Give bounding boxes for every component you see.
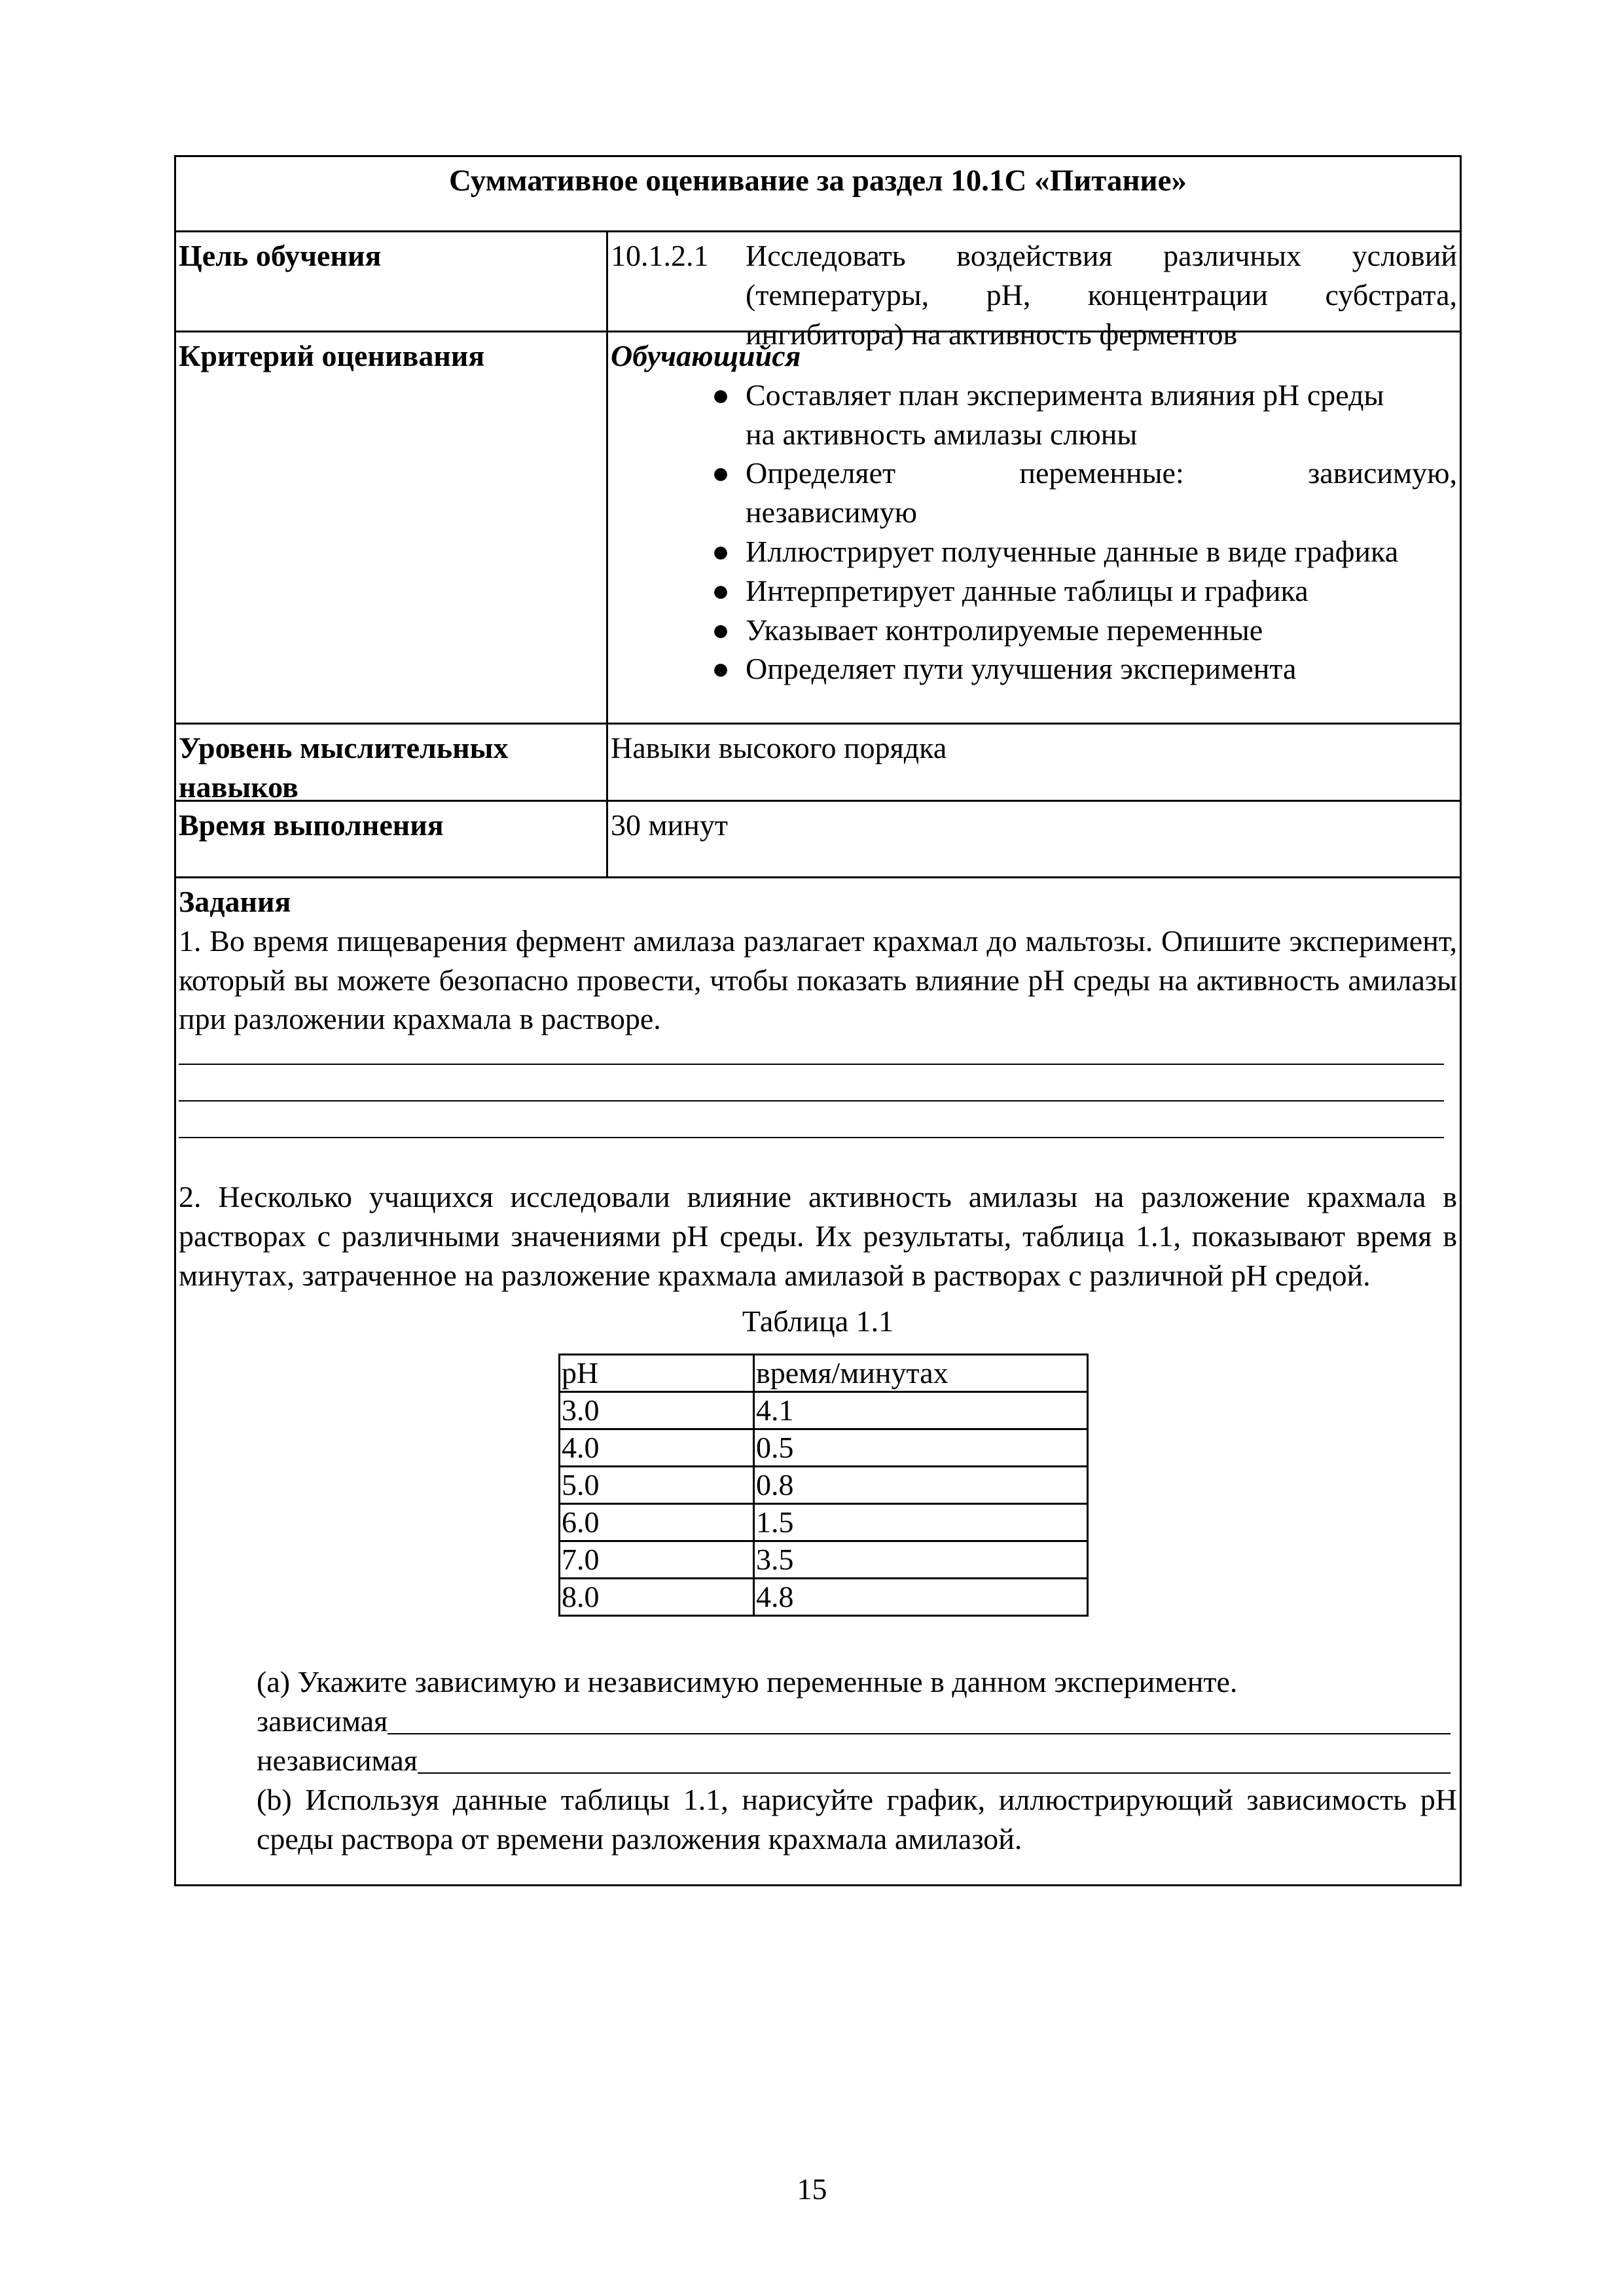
objective-value: [608, 232, 1460, 351]
independent-label: независимая: [257, 1743, 418, 1777]
ph-time-table: [558, 1354, 1089, 1617]
part-b-text: (b) Используя данные таблицы 1.1, нарисуйте график, иллюстрирующий зависимость рН среды раствора от времени разложения крахмала амилазой.: [257, 1782, 1457, 1856]
table-row: 6.0 1.5: [560, 1504, 1088, 1541]
dependent-label: зависимая: [257, 1704, 388, 1738]
skills-row: [176, 725, 1460, 802]
time-value: 30 минут: [611, 808, 728, 842]
answer-line[interactable]: [179, 1065, 1444, 1102]
skills-label: Уровень мыслительных навыков: [176, 725, 608, 800]
criteria-row: [176, 332, 1460, 725]
objective-line: Исследовать воздействия различных условий: [746, 239, 1457, 272]
page-number: 15: [797, 2172, 827, 2206]
objective-text: [746, 236, 1457, 351]
table-row: 7.0 3.5: [560, 1541, 1088, 1579]
task-2-text: 2. Несколько учащихся исследовали влияние активность амилазы на разложение крахмала в растворах с различными значениями рН среды. Их результаты, таблица 1.1, показывают время в минутах, затраченное на разложение крахмала амилазой в растворах с различной рН средой.: [179, 1180, 1457, 1292]
title-row: [176, 157, 1460, 232]
answer-line[interactable]: [179, 1102, 1444, 1138]
criteria-item: ● Иллюстрирует полученные данные в виде графика: [746, 532, 1457, 571]
task-1-text: 1. Во время пищеварения фермент амилаза разлагает крахмал до мальтозы. Опишите эксперимент, который вы можете безопасно провести, чтобы показать влияние рН среды на активность амилазы при разложении крахмала в растворе.: [179, 924, 1457, 1036]
bullet-icon: ●: [712, 456, 730, 490]
assessment-table: [174, 155, 1462, 1886]
criteria-item: ● Интерпретирует данные таблицы и графика: [746, 571, 1457, 611]
independent-answer-line[interactable]: [418, 1741, 1451, 1774]
table-header-row: [560, 1355, 1088, 1392]
independent-row: [257, 1741, 1457, 1780]
tasks-section: [176, 878, 1460, 1884]
skills-value: Навыки высокого порядка: [611, 731, 947, 764]
learner-heading: Обучающийся: [611, 339, 801, 372]
bullet-icon: ●: [712, 378, 730, 412]
objective-line: (температуры, рН, концентрации субстрата,: [746, 278, 1457, 312]
dependent-row: [257, 1702, 1457, 1741]
tasks-title: Задания: [179, 885, 291, 918]
answer-line[interactable]: [179, 1039, 1444, 1065]
objective-code: 10.1.2.1: [611, 239, 709, 272]
table-caption: Таблица 1.1: [742, 1304, 894, 1338]
objective-line: ингибитора) на активность ферментов: [746, 317, 1238, 351]
criteria-item: ● Составляет план эксперимента влияния рН среды на активность амилазы слюны: [746, 376, 1457, 454]
objective-row: [176, 232, 1460, 351]
bullet-icon: ●: [712, 573, 730, 607]
table-row: 5.0 0.8: [560, 1467, 1088, 1504]
table-row: 4.0 0.5: [560, 1429, 1088, 1467]
table-row: 3.0 4.1: [560, 1392, 1088, 1429]
criteria-item: ● Определяет переменные: зависимую, независимую: [746, 454, 1457, 532]
bullet-icon: ●: [712, 613, 730, 647]
table-header: pH: [560, 1355, 754, 1392]
criteria-label: Критерий оценивания: [176, 332, 608, 723]
time-label: Время выполнения: [176, 802, 608, 876]
bullet-icon: ●: [712, 534, 730, 568]
objective-label: Цель обучения: [176, 232, 608, 331]
bullet-icon: ●: [712, 652, 730, 686]
criteria-value: [608, 332, 1460, 723]
table-row: 8.0 4.8: [560, 1579, 1088, 1616]
part-a-text: (a) Укажите зависимую и независимую переменные в данном эксперименте.: [257, 1665, 1238, 1699]
dependent-answer-line[interactable]: [388, 1702, 1451, 1734]
tasks-row: [176, 878, 1460, 1884]
criteria-item: ● Определяет пути улучшения эксперимента: [746, 649, 1457, 689]
criteria-item: ● Указывает контролируемые переменные: [746, 611, 1457, 650]
criteria-list: [611, 376, 1457, 689]
time-row: [176, 802, 1460, 878]
table-header: время/минутах: [754, 1355, 1088, 1392]
page-title: Суммативное оценивание за раздел 10.1С «Питание»: [449, 164, 1187, 198]
